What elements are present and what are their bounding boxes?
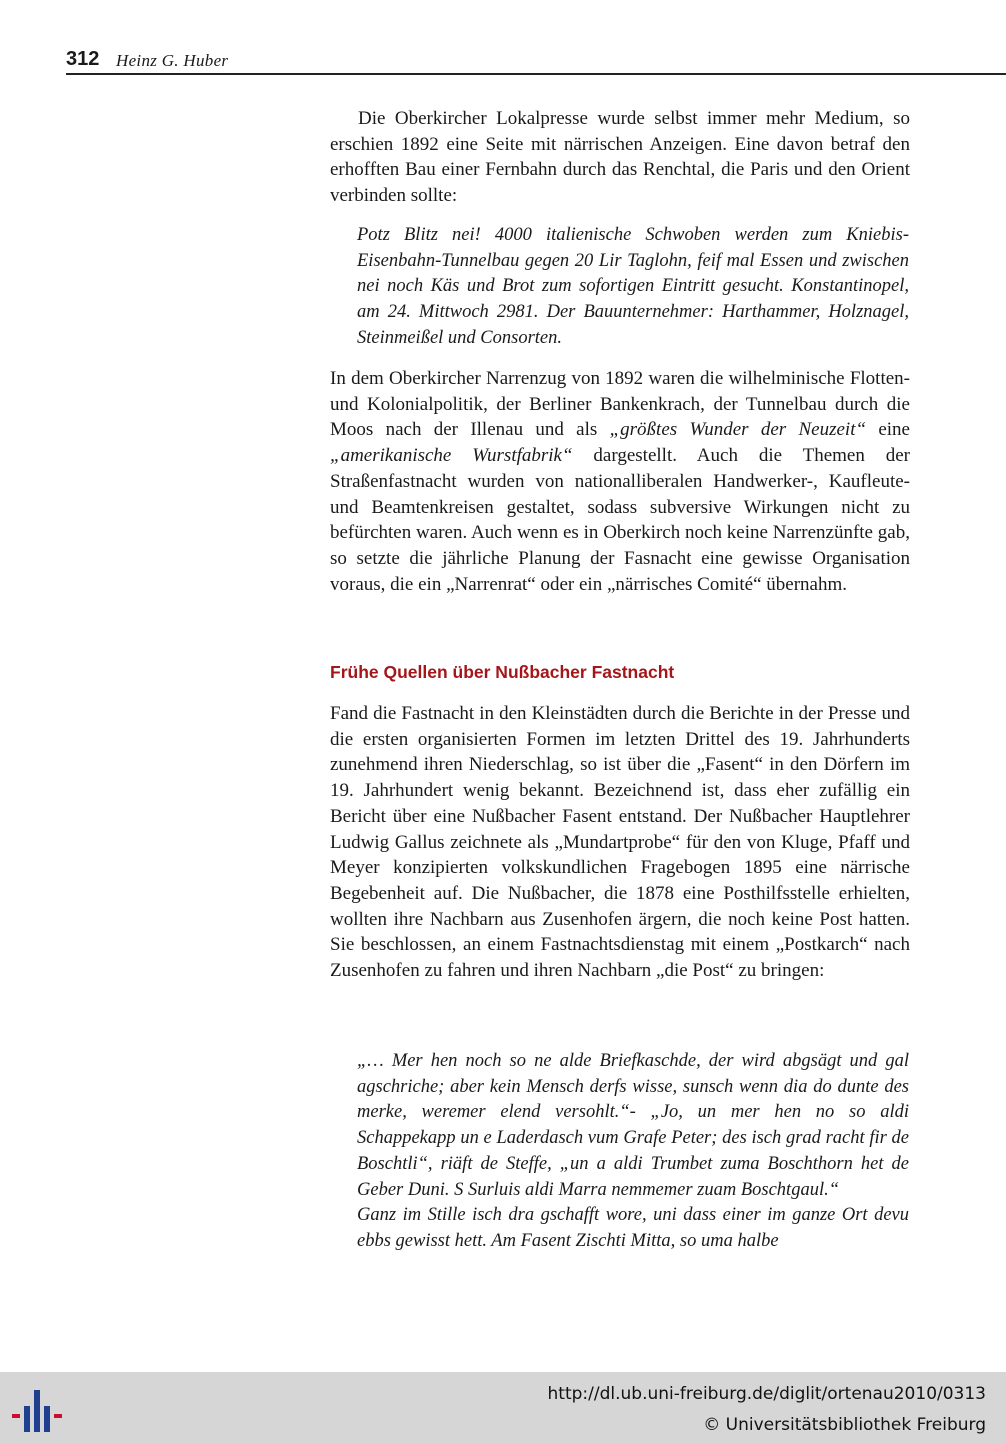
paragraph-narrenzug-text-e: dargestellt. Auch die Themen der Straßenfastnacht wurden von nationalliberalen Handwerker-, Kaufleute- und Beamtenkreisen gestaltet, sodass subversive Wirkungen nicht zu befürchten waren. Auch wenn es in Oberkirch noch keine Narrenzünfte gab, so setzte die jährliche Planung der Fasnacht eine gewisse Organisation voraus, die ein „Narrenrat“ oder ein „närrisches Comité“ übernahm.: [330, 445, 910, 595]
quote-groesstes-wunder: „größtes Wunder der Neuzeit“: [609, 419, 867, 441]
quote-advertisement: Potz Blitz nei! 4000 italienische Schwoben werden zum Kniebis-Eisenbahn-Tunnelbau gegen 20 Lir Taglohn, feif mal Essen und zwischen nei noch Käs und Brot zum sofortigen Eintritt gesucht. Konstantinopel, am 24. Mittwoch 2981. Der Bauunternehmer: Harthammer, Holznagel, Steinmeißel und Consorten.: [357, 225, 909, 348]
copyright-notice: © Universitätsbibliothek Freiburg: [703, 1415, 986, 1435]
ub-freiburg-logo-icon: [12, 1384, 64, 1432]
section-heading: Frühe Quellen über Nußbacher Fastnacht: [330, 662, 675, 682]
footer-bar: [0, 1372, 1006, 1444]
paragraph-nussbach: Fand die Fastnacht in den Kleinstädten durch die Berichte in der Presse und die ersten organisierten Formen im letzten Drittel des 19. Jahrhunderts zunehmend ihren Niederschlag, so ist über die „Fasent“ in den Dörfern im 19. Jahrhundert wenig bekannt. Bezeichnend ist, dass eher zufällig ein Bericht über eine Nußbacher Fasent entstand. Der Nußbacher Hauptlehrer Ludwig Gallus zeichnete als „Mundartprobe“ für den von Kluge, Pfaff und Meyer konzipierten volkskundlichen Fragebogen 1895 eine närrische Begebenheit auf. Die Nußbacher, die 1878 eine Posthilfsstelle erhielten, wollten ihre Nachbarn aus Zusenhofen ärgern, die noch keine Post hatten. Sie beschlossen, an einem Fastnachtsdienstag mit einem „Postkarch“ nach Zusenhofen zu fahren und ihren Nachbarn „die Post“ zu bringen:: [330, 703, 910, 982]
header-rule: [66, 73, 1006, 75]
running-author: Heinz G. Huber: [116, 51, 229, 70]
page-number: 312: [66, 48, 100, 70]
quote-dialect: [357, 1049, 909, 1255]
source-url-link[interactable]: http://dl.ub.uni-freiburg.de/diglit/ortenau2010/0313: [547, 1384, 986, 1404]
paragraph-intro: Die Oberkircher Lokalpresse wurde selbst immer mehr Medium, so erschien 1892 eine Seite mit närrischen Anzeigen. Eine davon betraf den erhofften Bau einer Fernbahn durch das Renchtal, die Paris und den Orient verbinden sollte:: [330, 108, 910, 207]
paragraph-narrenzug: [330, 366, 910, 597]
quote-wurstfabrik: „amerikanische Wurstfabrik“: [330, 445, 573, 467]
paragraph-narrenzug-text-a: In dem Oberkircher Narrenzug von 1892 waren die wilhelminische Flotten- und Kolonialpolitik, der Berliner Bankenkrach, der Tunnelbau durch die Moos nach der Illenau und als: [330, 368, 910, 441]
running-header: [66, 46, 1006, 74]
quote-dialect-part-1: „… Mer hen noch so ne alde Briefkaschde, der wird abgsägt und gal agschriche; aber kein Mensch derfs wisse, sunsch wenn dia do dunte des merke, weremer elend versohlt.“- „Jo, un mer hen no so aldi Schappekapp un e Laderdasch vum Grafe Peter; des isch grad racht fir de Boschtli“, riäft de Steffe, „un a aldi Trumbet zuma Boschthorn het de Geber Duni. S Surluis aldi Marra nemmemer zuam Boschtgaul.“: [357, 1051, 909, 1200]
paragraph-narrenzug-text-c: eine: [866, 419, 910, 441]
quote-dialect-part-2: Ganz im Stille isch dra gschafft wore, uni dass einer im ganze Ort devu ebbs gewisst hett. Am Fasent Zischti Mitta, so uma halbe: [357, 1205, 909, 1251]
